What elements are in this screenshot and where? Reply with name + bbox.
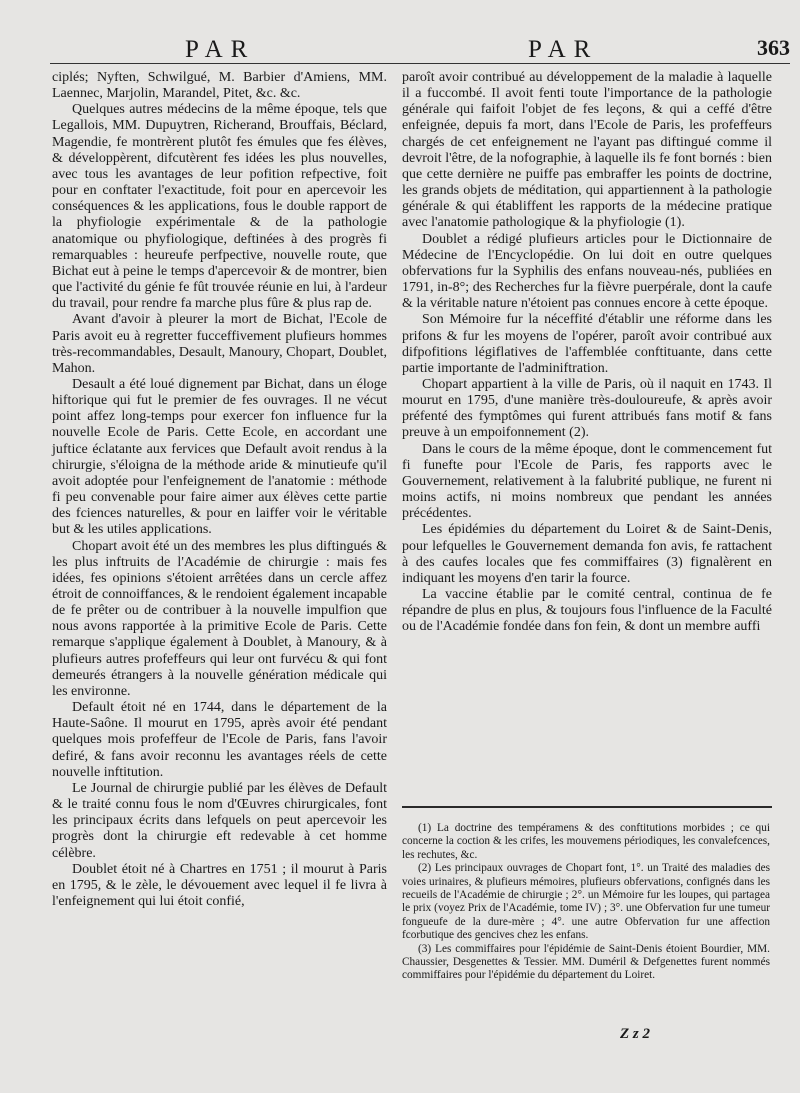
footnote: (2) Les principaux ouvrages de Chopart font, 1°. un Traité des maladies des voies urinaires, & plufieurs mémoires, plufieurs obfervations, confignés dans les recueils de l'Académie de chirurgie ; 2°. un Mémoire fur les loupes, qui partagea le prix (voyez Prix de l'Académie, tome IV) ; 3°. une Obfervation fur une tumeur fongueufe de la dure-mère ; 4°. une autre Obfervation fur une affection fcorbutique des gencives chez les enfans. xyxy=(402,862,770,942)
paragraph: Les épidémies du département du Loiret & de Saint-Denis, pour lefquelles le Gouvernement demanda fon avis, fe rattachent à des caufes locales que fes commiffaires (3) fignalèrent en indiquant les moyens d'en tarir la fource. xyxy=(402,522,772,586)
paragraph: Doublet étoit né à Chartres en 1751 ; il mourut à Paris en 1795, & le zèle, le dévouement avec lequel il fe livra à l'enfeignement qui lui étoit confié, xyxy=(52,861,387,909)
paragraph: Quelques autres médecins de la même époque, tels que Legallois, MM. Dupuytren, Richerand, Brouffais, Béclard, Magendie, fe montrèrent plutôt fes émules que fes élèves, & développèrent, difcutèrent fes idées les plus nouvelles, avec tous les avantages de leur pofition refpective, foit pour en conftater l'exactitude, foit pour en apercevoir les conséquences & les applications, fous le double rapport de la phyfiologie expérimentale & de la pathologie anatomique ou phyfiologique, deftinées à des progrès fi remarquables : heureufe perfpective, nouvelle route, que Bichat eut à peine le temps d'apercevoir & de montrer, bien que l'activité du génie fe fût trouvée réunie en lui, à l'ardeur du travail, pour rendre fa marche plus fûre & plus rap de. xyxy=(52,102,387,312)
footnote: (3) Les commiffaires pour l'épidémie de Saint-Denis étoient Bourdier, MM. Chaussier, Desgenettes & Tessier. MM. Duméril & Defgenettes furent nommés commiffaires pour l'épidémie du département du Loiret. xyxy=(402,942,770,982)
running-header-left: PAR xyxy=(185,36,256,63)
page-number: 363 xyxy=(757,35,790,60)
paragraph: La vaccine établie par le comité central, continua de fe répandre de plus en plus, & toujours fous l'influence de la Faculté ou de l'Académie fondée dans fon fein, & dont un membre auffi xyxy=(402,587,772,635)
running-header-right: PAR xyxy=(528,36,599,63)
right-column xyxy=(402,70,772,635)
paragraph: Le Journal de chirurgie publié par les élèves de Default & le traité connu fous le nom d'Œuvres chirurgicales, font les principaux écrits dans lefquels on peut apercevoir les progrès dont la chirurgie eft redevable à cet homme célèbre. xyxy=(52,780,387,861)
paragraph: Chopart appartient à la ville de Paris, où il naquit en 1743. Il mourut en 1795, d'une manière très-douloureufe, & après avoir préfenté des fymptômes qui furent attribués fans motif & fans preuve à un empoifonnement (2). xyxy=(402,376,772,441)
paragraph: ciplés; Nyften, Schwilgué, M. Barbier d'Amiens, MM. Laennec, Marjolin, Marandel, Pitet, &c. &c. xyxy=(52,70,387,102)
paragraph: Son Mémoire fur la néceffité d'établir une réforme dans les prifons & fur les moyens de l'opérer, paroît avoir contribué aux difpofitions légiflatives de l'affemblée conftituante, dans cette partie importante de l'adminiftration. xyxy=(402,312,772,376)
footnotes xyxy=(402,822,770,983)
paragraph: Doublet a rédigé plufieurs articles pour le Dictionnaire de Médecine de l'Encyclopédie. On lui doit en outre quelques obfervations fur la Syphilis des enfans nouveau-nés, publiées en 1791, in-8°; des Recherches fur la fièvre puerpérale, dont la caufe & la véritable nature n'étoient pas connues encore à cette époque. xyxy=(402,231,772,312)
paragraph: Avant d'avoir à pleurer la mort de Bichat, l'Ecole de Paris avoit eu à regretter fucceffivement plufieurs hommes très-recommandables, Desault, Manoury, Chopart, Doublet, Mahon. xyxy=(52,312,387,376)
header-rule xyxy=(50,63,790,64)
paragraph: Default étoit né en 1744, dans le département de la Haute-Saône. Il mourut en 1795, après avoir été pendant quelques mois profeffeur de l'Ecole de Paris, fans l'avoir defiré, & fans avoir reconnu les avantages réels de cette nouvelle inftitution. xyxy=(52,700,387,780)
paragraph: Dans le cours de la même époque, dont le commencement fut fi funefte pour l'Ecole de Paris, fes rapports avec le Gouvernement, relativement à la falubrité publique, ne furent ni moins actifs, ni moins nombreux que pendant les années précédentes. xyxy=(402,441,772,522)
paragraph: Desault a été loué dignement par Bichat, dans un éloge hiftorique qui fut le premier de fes ouvrages. Il ne vécut point affez long-temps pour exercer fon influence fur la nouvelle Ecole de Paris. Cette Ecole, en accordant une juftice éclatante aux fervices que Default avoit rendus à la chirurgie, s'éloigna de la méthode aride & minutieufe qu'il avoit adoptée pour l'enfeignement de l'anatomie : méthode fi peu convenable pour faire aimer aux élèves cette partie des fciences naturelles, & pour en laiffer voir le véritable but & les utiles applications. xyxy=(52,376,387,538)
footnote: (1) La doctrine des tempéramens & des conftitutions morbides ; ce qui concerne la coction & les crifes, les mouvemens périodiques, les convalefcences, les rechutes, &c. xyxy=(402,822,770,861)
signature-mark: Z z 2 xyxy=(620,1026,650,1042)
footnote-rule xyxy=(402,806,772,808)
paragraph: paroît avoir contribué au développement de la maladie à laquelle il a fuccombé. Il avoit fenti toute l'importance de la pathologie générale qui faifoit l'objet de fes leçons, & qui a ceffé d'être enfeignée, depuis fa mort, dans l'Ecole de Paris, les profeffeurs chargés de cet enfeignement ne l'ayant pas diftingué comme il devroit l'être, de la nofographie, à laquelle ils fe font bornés : bien que cette dernière ne puiffe pas embraffer les points de doctrine, les grands objets de méditation, qui appartiennent à la pathologie générale & qui établiffent les rapports de la médecine pratique avec l'anatomie pathologique & la phyfiologie (1). xyxy=(402,70,772,231)
left-column xyxy=(52,70,387,910)
paragraph: Chopart avoit été un des membres les plus diftingués & les plus inftruits de l'Académie de chirurgie : mais fes idées, fes opinions s'étoient arrêtées dans un cercle affez étroit de connoiffances, & le rendoient également incapable de fe prêter ou de contribuer à la nouvelle impulfion que nous avons rapportée à la primitive Ecole de Paris. Cette remarque s'applique également à Doublet, à Manoury, & à plufieurs autres profeffeurs qui leur ont furvécu & qui font demeurés étrangers à la nouvelle génération médicale qui les environne. xyxy=(52,538,387,699)
